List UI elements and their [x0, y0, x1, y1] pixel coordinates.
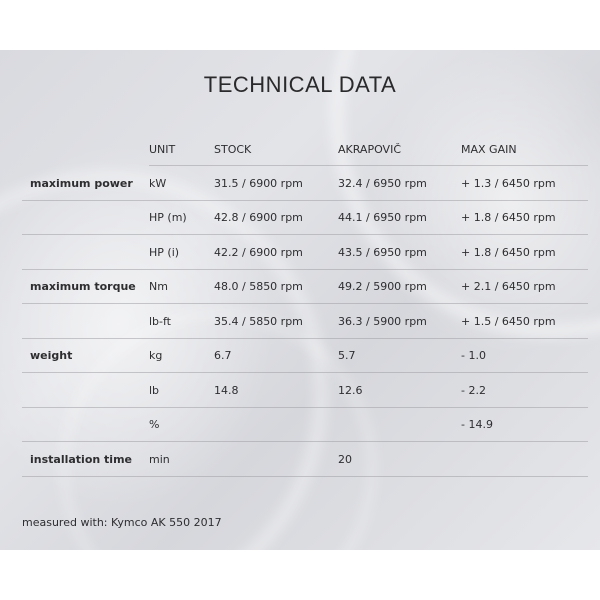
max-gain-cell: + 1.5 / 6450 rpm	[461, 314, 556, 328]
table-row	[22, 304, 588, 339]
stock-cell: 14.8	[214, 383, 239, 397]
unit-cell: HP (i)	[149, 245, 180, 259]
technical-data-panel	[0, 50, 600, 550]
akrapovic-cell: 44.1 / 6950 rpm	[338, 211, 427, 225]
table-row	[22, 408, 588, 443]
max-gain-cell: - 1.0	[461, 349, 486, 363]
header-cell-max-gain: MAX GAIN	[461, 142, 517, 156]
stock-cell: 6.7	[214, 349, 232, 363]
row-divider	[22, 476, 588, 477]
max-gain-cell: + 2.1 / 6450 rpm	[461, 280, 556, 294]
row-label: maximum power	[30, 176, 133, 190]
stock-cell: 31.5 / 6900 rpm	[214, 176, 303, 190]
max-gain-cell: + 1.8 / 6450 rpm	[461, 211, 556, 225]
akrapovic-cell: 49.2 / 5900 rpm	[338, 280, 427, 294]
table-row	[22, 270, 588, 305]
unit-cell: Nm	[149, 280, 168, 294]
max-gain-cell: + 1.3 / 6450 rpm	[461, 176, 556, 190]
unit-cell: %	[149, 418, 160, 432]
table-row	[22, 339, 588, 374]
max-gain-cell: - 14.9	[461, 418, 493, 432]
unit-cell: min	[149, 452, 170, 466]
page-title: TECHNICAL DATA	[203, 72, 397, 97]
akrapovic-cell: 20	[338, 452, 352, 466]
header-cell-unit: UNIT	[149, 142, 176, 156]
row-label: weight	[30, 349, 73, 363]
measurement-footnote: measured with: Kymco AK 550 2017	[22, 516, 222, 529]
akrapovic-cell: 43.5 / 6950 rpm	[338, 245, 427, 259]
technical-data-table	[22, 132, 588, 477]
max-gain-cell: + 1.8 / 6450 rpm	[461, 245, 556, 259]
table-header-row	[22, 132, 588, 166]
table-row	[22, 373, 588, 408]
header-cell-akrapovic: AKRAPOVIČ	[338, 142, 402, 156]
table-row	[22, 235, 588, 270]
unit-cell: lb-ft	[149, 314, 171, 328]
unit-cell: kg	[149, 349, 163, 363]
unit-cell: HP (m)	[149, 211, 187, 225]
max-gain-cell: - 2.2	[461, 383, 486, 397]
header-cell-stock: STOCK	[214, 142, 252, 156]
table-row	[22, 201, 588, 236]
stock-cell: 42.2 / 6900 rpm	[214, 245, 303, 259]
unit-cell: kW	[149, 176, 167, 190]
stock-cell: 35.4 / 5850 rpm	[214, 314, 303, 328]
akrapovic-cell: 36.3 / 5900 rpm	[338, 314, 427, 328]
row-label: installation time	[30, 452, 132, 466]
table-row	[22, 442, 588, 477]
akrapovic-cell: 32.4 / 6950 rpm	[338, 176, 427, 190]
unit-cell: lb	[149, 383, 160, 397]
akrapovic-cell: 12.6	[338, 383, 363, 397]
row-label: maximum torque	[30, 280, 136, 294]
stock-cell: 48.0 / 5850 rpm	[214, 280, 303, 294]
table-row	[22, 166, 588, 201]
akrapovic-cell: 5.7	[338, 349, 356, 363]
stock-cell: 42.8 / 6900 rpm	[214, 211, 303, 225]
